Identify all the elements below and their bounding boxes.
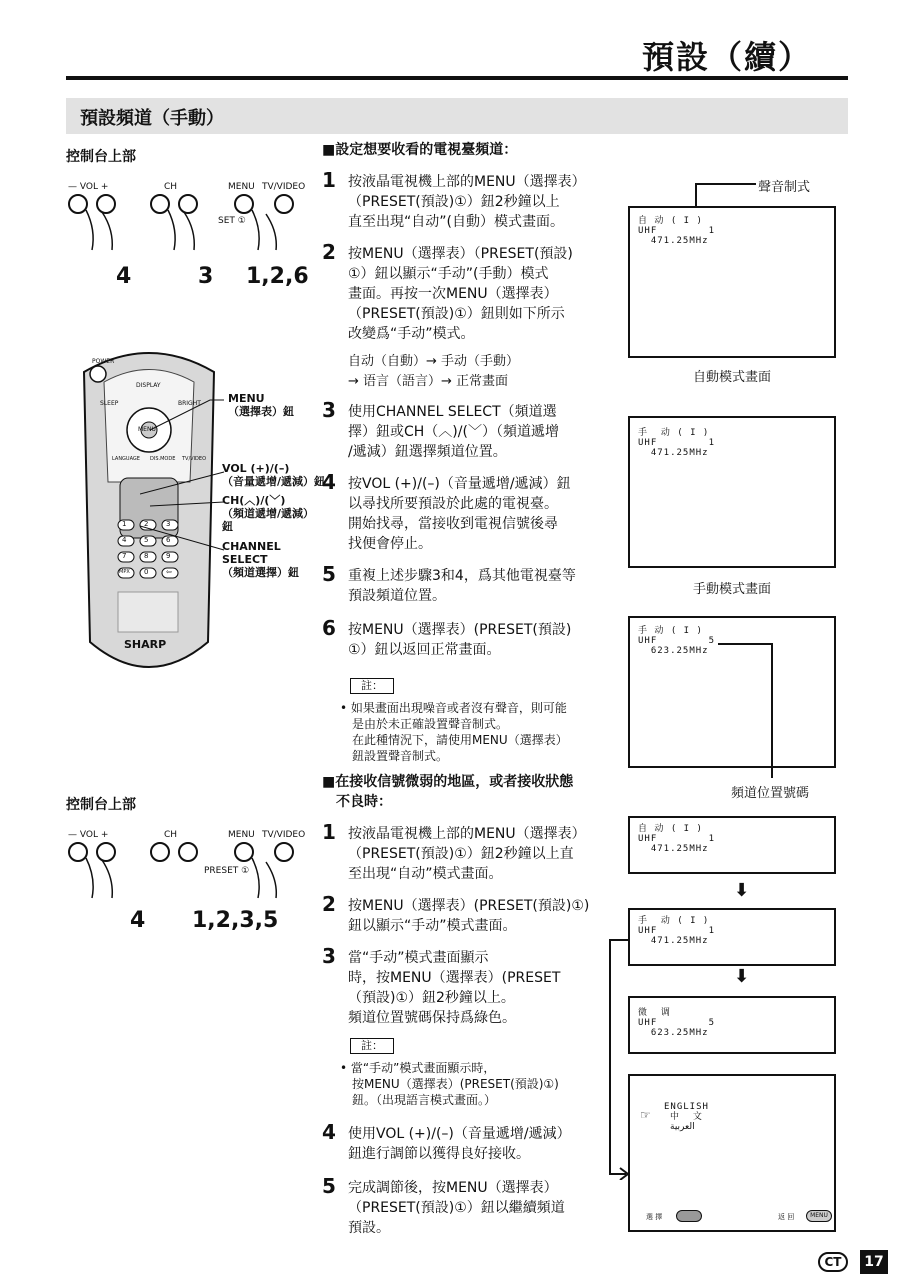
panel2-num-2: 1,2,3,5: [192, 908, 279, 933]
manual-mode-text: 手 动 ( I ) UHF 1 471.25MHz: [638, 428, 716, 458]
p1-step6-text: 按MENU（選擇表）(PRESET(預設) ①）鈕以返回正常畫面。: [348, 622, 572, 658]
auto-mode-screen: [628, 206, 836, 358]
remote-key-9: 9: [166, 552, 171, 560]
part2-heading: ■在接收信號微弱的地區，或者接收狀態 不良時：: [322, 774, 574, 810]
p2-step1-text: 按液晶電視機上部的MENU（選擇表） （PRESET(預設)①）鈕2秒鐘以上直 至出現“自动”模式畫面。: [348, 826, 586, 882]
menu-oval-button: MENU: [806, 1210, 832, 1222]
page-number: 17: [860, 1250, 888, 1274]
p2-step5-num: 5: [322, 1174, 336, 1198]
arrow-down-icon-1: ⬇: [734, 880, 750, 901]
tvvideo-label: TV/VIDEO: [262, 182, 306, 192]
p1-step1-num: 1: [322, 168, 336, 192]
annotation-channel-select: CHANNEL SELECT （頻道選擇）鈕: [222, 540, 299, 579]
p1-step3-text: 使用CHANNEL SELECT（頻道選 擇）鈕或CH（︿)/(﹀）（頻道遞增 /遞減）鈕選擇頻道位置。: [348, 404, 559, 460]
p2-step3-text: 當“手动”模式畫面顯示 時，按MENU（選擇表）(PRESET （預設)①）鈕2秒鐘以上。 頻道位置號碼保持爲綠色。: [348, 950, 561, 1026]
mode-sequence: 自动（自動）→ 手动（手動） → 语言（語言）→ 正常畫面: [348, 354, 520, 389]
weak-auto-text: 自 动 ( I ) UHF 1 471.25MHz: [638, 824, 716, 854]
p2-step2-text: 按MENU（選擇表）(PRESET(預設)①) 鈕以顯示“手动”模式畫面。: [348, 898, 590, 934]
weak-manual-screen: [628, 908, 836, 966]
tvvideo-label-2: TV/VIDEO: [262, 830, 306, 840]
channel-pos-text: 手 动 ( I ) UHF 5 623.25MHz: [638, 626, 716, 656]
page-title: 預設（續）: [641, 38, 812, 76]
remote-language-label: LANGUAGE: [112, 456, 140, 462]
menu-label: MENU: [228, 182, 255, 192]
preset-label-2: PRESET ①: [204, 866, 250, 876]
remote-display-label: DISPLAY: [136, 382, 161, 389]
section-title: 預設頻道（手動）: [80, 108, 224, 129]
p1-step5-num: 5: [322, 562, 336, 586]
p1-step5-text: 重複上述步驟3和4，爲其他電視臺等 預設頻道位置。: [348, 568, 576, 604]
channel-pos-caption: 頻道位置號碼: [730, 786, 809, 801]
ch-label: CH: [164, 182, 178, 192]
remote-key-4: 4: [122, 536, 127, 544]
select-oval-icon: [676, 1210, 702, 1222]
control-panel-2: [66, 826, 306, 906]
panel1-num-1: 4: [116, 264, 132, 289]
p2-step5-text: 完成調節後，按MENU（選擇表） （PRESET(預設)①）鈕以繼續頻道 預設。: [348, 1180, 565, 1236]
ct-badge: CT: [818, 1252, 848, 1272]
p1-step6-num: 6: [322, 616, 336, 640]
vol-label: — VOL +: [68, 182, 109, 192]
title-rule: [66, 76, 848, 80]
note-text-2: • 當“手动”模式畫面顯示時， 按MENU（選擇表）(PRESET(預設)①) 鈕。（出現語言模式畫面。）: [340, 1061, 559, 1107]
lang-option-english: ENGLISH: [664, 1102, 709, 1112]
auto-mode-text: 自 动 ( I ) UHF 1 471.25MHz: [638, 216, 716, 246]
remote-power-label: POWER: [92, 358, 115, 365]
remote-menu-label: MENU: [138, 426, 156, 433]
sound-system-label: 聲音制式: [758, 180, 811, 195]
language-screen: [628, 1074, 836, 1232]
select-label: 選 擇: [646, 1213, 663, 1221]
annotation-leaders: [140, 390, 226, 590]
return-label: 返 回: [778, 1213, 795, 1221]
remote-sleep-label: SLEEP: [100, 400, 119, 407]
channel-leader-line: [716, 640, 776, 780]
annotation-ch: CH(︿)/(﹀) （頻道遞增/遞減） 鈕: [222, 494, 315, 533]
annotation-menu: MENU （選擇表）鈕: [228, 392, 294, 418]
section-bar: [66, 98, 848, 134]
p1-step1-text: 按液晶電視機上部的MENU（選擇表） （PRESET(預設)①）鈕2秒鐘以上 直至出現“自动”(自動）模式畫面。: [348, 174, 586, 230]
lang-option-chinese: 中 文: [670, 1112, 703, 1122]
remote-key-2: 2: [144, 520, 149, 528]
remote-key-return: ⇦: [166, 568, 172, 576]
remote-tvvideo-label: TV/VIDEO: [182, 456, 206, 462]
remote-key-6: 6: [166, 536, 171, 544]
p1-step4-num: 4: [322, 470, 336, 494]
remote-key-8: 8: [144, 552, 149, 560]
preset-label: SET ①: [218, 216, 246, 226]
panel2-num-1: 4: [130, 908, 146, 933]
auto-mode-caption: 自動模式畫面: [692, 370, 771, 385]
remote-brand-logo: SHARP: [124, 638, 167, 651]
pointer-hand-icon: ☞: [640, 1108, 651, 1122]
p2-step4-num: 4: [322, 1120, 336, 1144]
remote-key-7: 7: [122, 552, 127, 560]
panel2-heading: 控制台上部: [66, 797, 136, 813]
p1-step2-text: 按MENU（選擇表）（PRESET(預設) ①）鈕以顯示“手动”(手動）模式 畫面。再按一次MENU（選擇表） （PRESET(預設)①）鈕則如下所示 改變爲“手动”模式。: [348, 246, 573, 342]
lang-option-arabic: العربية: [670, 1122, 695, 1132]
remote-key-1: 1: [122, 520, 127, 528]
arrow-down-icon-2: ⬇: [734, 966, 750, 987]
remote-bright-label: BRIGHT: [178, 400, 201, 407]
fine-tune-text: 微 调 UHF 5 623.25MHz: [638, 1008, 716, 1038]
return-bracket-line: [604, 936, 630, 1180]
panel1-heading: 控制台上部: [66, 149, 136, 165]
p2-step1-num: 1: [322, 820, 336, 844]
remote-key-mpx: MPX: [119, 569, 130, 575]
note-label-2: 註：: [350, 1038, 394, 1054]
p2-step3-num: 3: [322, 944, 336, 968]
remote-key-5: 5: [144, 536, 149, 544]
remote-dismode-label: DIS.MODE: [150, 456, 176, 462]
p2-step4-text: 使用VOL (+)/(–)（音量遞增/遞減） 鈕進行調節以獲得良好接收。: [348, 1126, 571, 1162]
note-text-1: • 如果畫面出現噪音或者沒有聲音，則可能 是由於未正確設置聲音制式。 在此種情況下，請使用MENU（選擇表） 鈕設置聲音制式。: [340, 701, 568, 763]
weak-auto-screen: [628, 816, 836, 874]
p1-step4-text: 按VOL (+)/(–)（音量遞增/遞減）鈕 以尋找所要預設於此處的電視臺。 開始找尋，當接收到電視信號後尋 找便會停止。: [348, 476, 571, 552]
vol-label-2: — VOL +: [68, 830, 109, 840]
menu-label-2: MENU: [228, 830, 255, 840]
panel1-num-2: 3: [198, 264, 214, 289]
annotation-vol: VOL (+)/(–) （音量遞增/遞減）鈕: [222, 462, 326, 488]
weak-manual-text: 手 动 ( I ) UHF 1 471.25MHz: [638, 916, 716, 946]
ch-label-2: CH: [164, 830, 178, 840]
manual-mode-screen: [628, 416, 836, 568]
p1-step2-num: 2: [322, 240, 336, 264]
p2-step2-num: 2: [322, 892, 336, 916]
manual-mode-caption: 手動模式畫面: [692, 582, 771, 597]
fine-tune-screen: [628, 996, 836, 1054]
p1-step3-num: 3: [322, 398, 336, 422]
remote-key-0: 0: [144, 568, 149, 576]
panel1-num-3: 1,2,6: [246, 264, 309, 289]
control-panel-1: [66, 176, 306, 256]
part1-heading: ■設定想要收看的電視臺頻道：: [322, 142, 518, 158]
note-label-1: 註：: [350, 678, 394, 694]
remote-key-3: 3: [166, 520, 171, 528]
